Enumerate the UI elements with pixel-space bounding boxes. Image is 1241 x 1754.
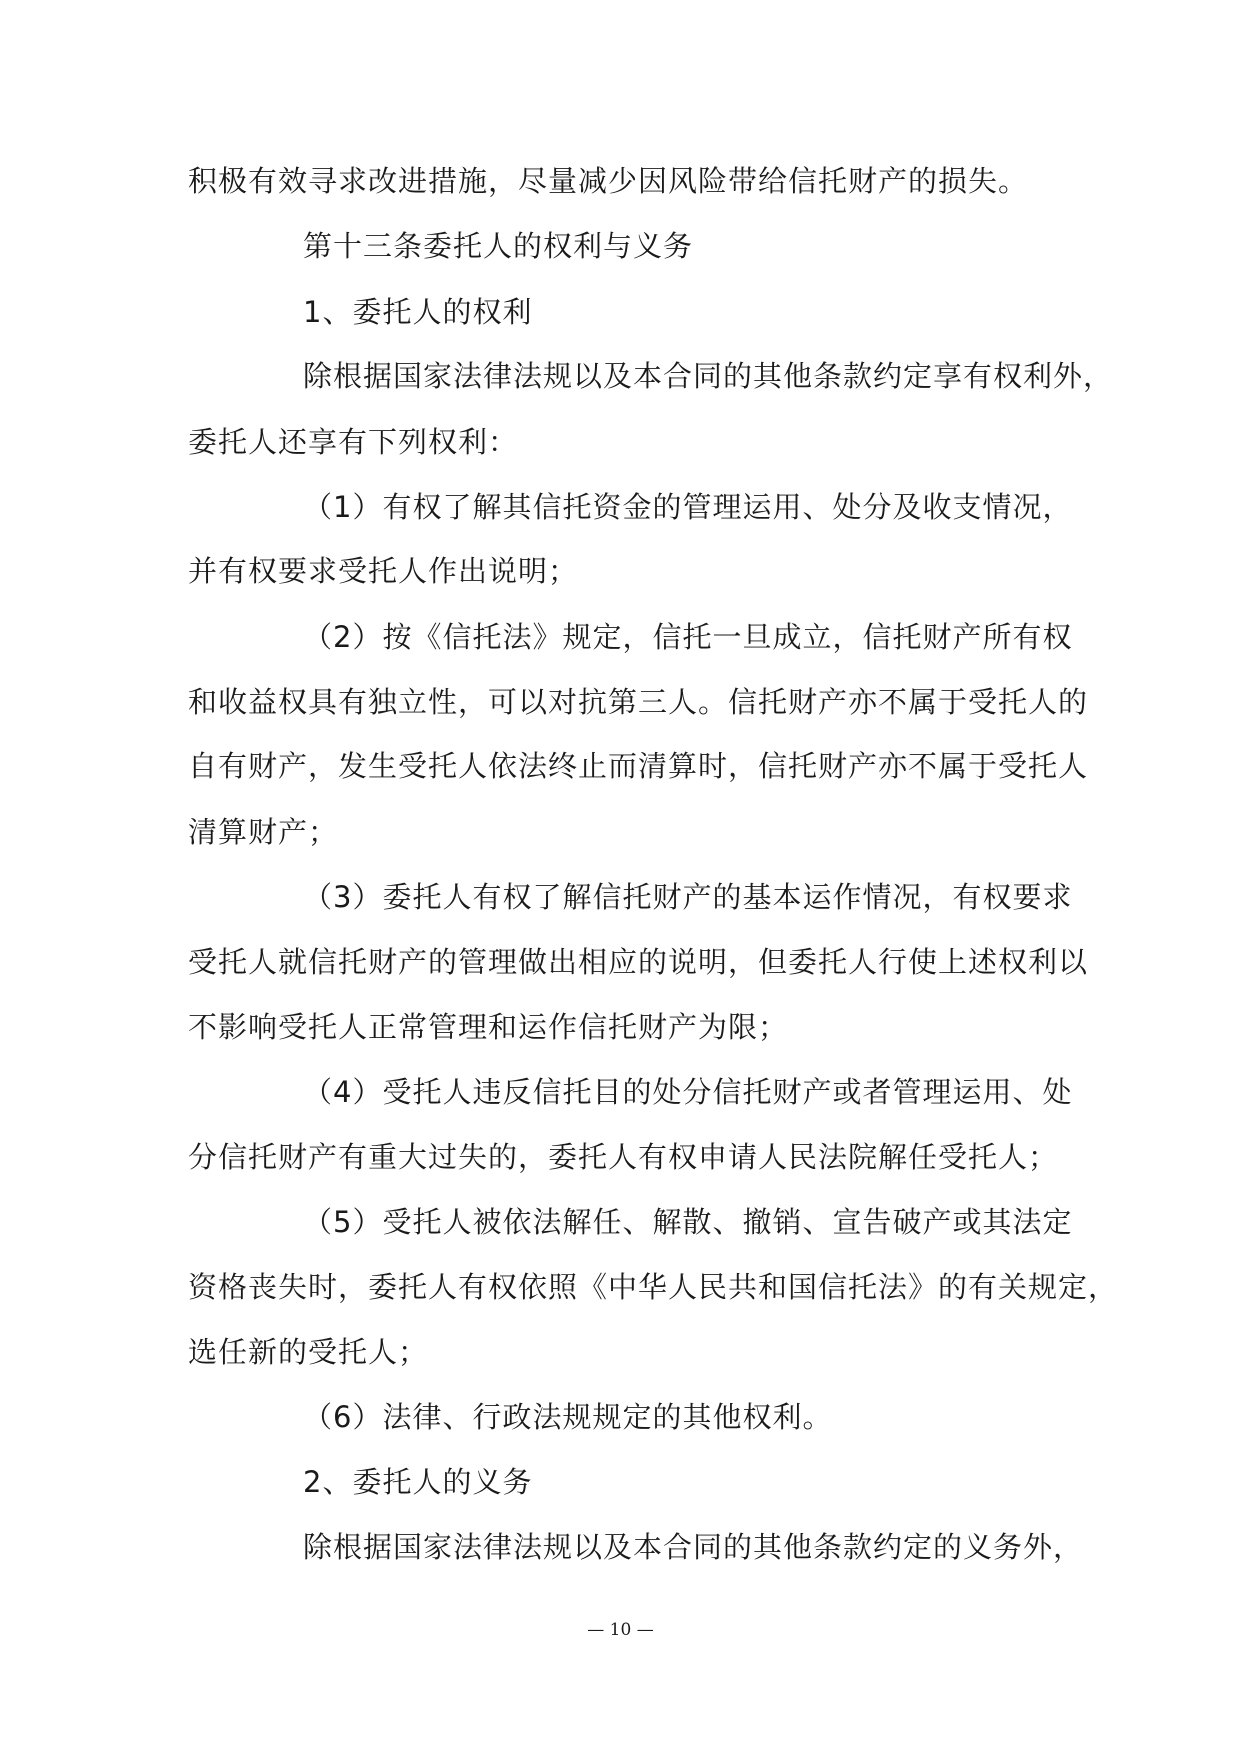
list-item-6-line: （6）法律、行政法规规定的其他权利。 <box>303 1400 833 1434</box>
list-item-5-line: 选任新的受托人； <box>188 1335 429 1369</box>
list-item-2-line: 自有财产，发生受托人依法终止而清算时，信托财产亦不属于受托人 <box>188 749 1089 783</box>
list-item-2-line: 清算财产； <box>188 815 339 849</box>
list-item-1-line: （1）有权了解其信托资金的管理运用、处分及收支情况， <box>303 490 1073 524</box>
list-item-4-line: （4）受托人违反信托目的处分信托财产或者管理运用、处 <box>303 1075 1073 1109</box>
section-heading-rights: 1、委托人的权利 <box>303 295 533 329</box>
list-item-5-line: （5）受托人被依法解任、解散、撤销、宣告破产或其法定 <box>303 1205 1073 1239</box>
list-item-2-line: （2）按《信托法》规定，信托一旦成立，信托财产所有权 <box>303 620 1073 654</box>
paragraph-line: 除根据国家法律法规以及本合同的其他条款约定享有权利外， <box>303 359 1114 393</box>
list-item-3-line: 不影响受托人正常管理和运作信托财产为限； <box>188 1010 789 1044</box>
paragraph-line: 积极有效寻求改进措施，尽量减少因风险带给信托财产的损失。 <box>188 164 1029 198</box>
list-item-2-line: 和收益权具有独立性，可以对抗第三人。信托财产亦不属于受托人的 <box>188 685 1089 719</box>
paragraph-line: 除根据国家法律法规以及本合同的其他条款约定的义务外， <box>303 1530 1084 1564</box>
section-heading-obligations: 2、委托人的义务 <box>303 1465 533 1499</box>
page-number: — 10 — <box>587 1620 654 1640</box>
list-item-5-line: 资格丧失时，委托人有权依照《中华人民共和国信托法》的有关规定， <box>188 1270 1119 1304</box>
list-item-3-line: 受托人就信托财产的管理做出相应的说明，但委托人行使上述权利以 <box>188 945 1089 979</box>
list-item-4-line: 分信托财产有重大过失的，委托人有权申请人民法院解任受托人； <box>188 1140 1059 1174</box>
paragraph-line: 委托人还享有下列权利： <box>188 425 519 459</box>
article-heading: 第十三条委托人的权利与义务 <box>303 229 694 263</box>
list-item-1-line: 并有权要求受托人作出说明； <box>188 554 579 588</box>
list-item-3-line: （3）委托人有权了解信托财产的基本运作情况，有权要求 <box>303 880 1073 914</box>
